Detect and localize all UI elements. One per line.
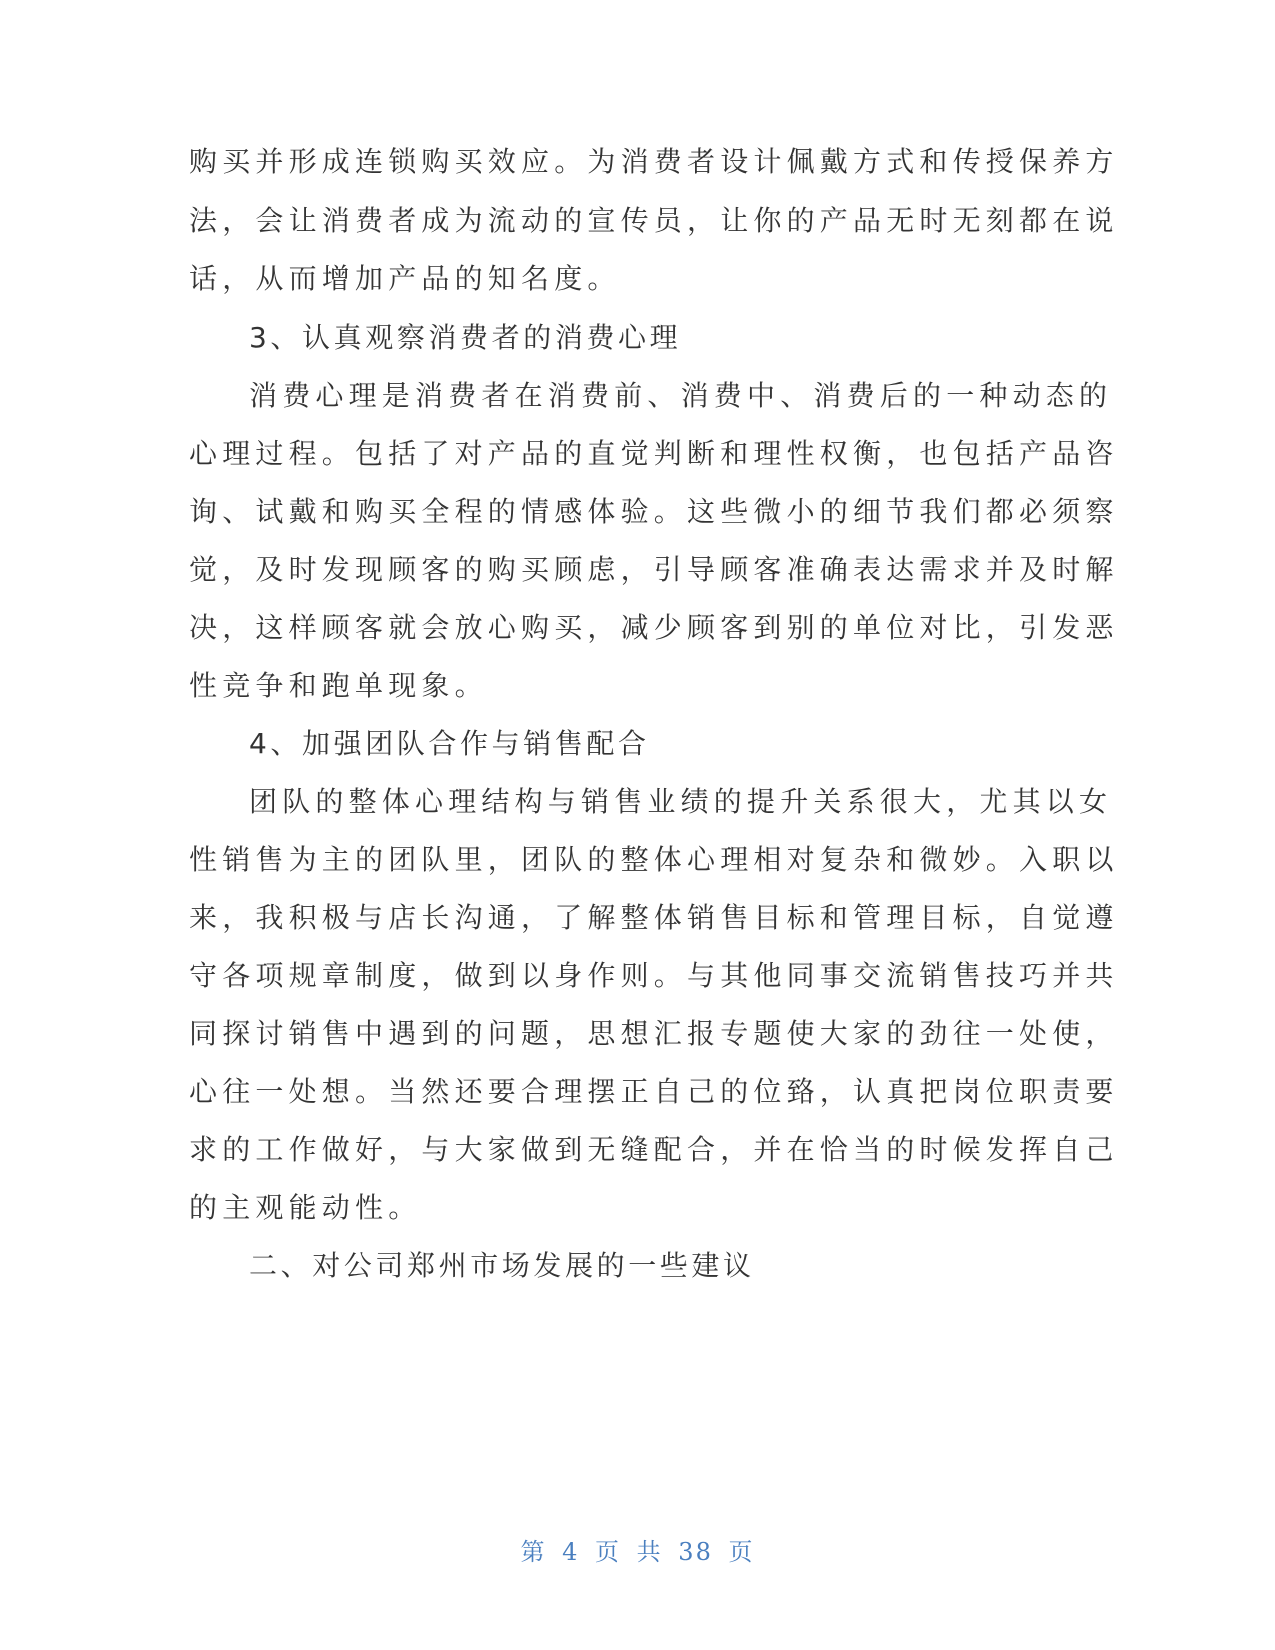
section-heading: 4、加强团队合作与销售配合: [249, 727, 650, 760]
text-line: 性竞争和跑单现象。: [189, 669, 488, 702]
section-heading: 3、认真观察消费者的消费心理: [249, 321, 682, 354]
text-line: 来，我积极与店长沟通，了解整体销售目标和管理目标，自觉遵: [189, 901, 1119, 934]
text-line: 性销售为主的团队里，团队的整体心理相对复杂和微妙。入职以: [189, 843, 1119, 876]
page-number-footer: 第 4 页 共 38 页: [520, 1538, 755, 1566]
text-line: 询、试戴和购买全程的情感体验。这些微小的细节我们都必须察: [189, 495, 1119, 528]
text-line: 话，从而增加产品的知名度。: [189, 262, 621, 295]
text-line: 的主观能动性。: [189, 1191, 422, 1224]
text-line: 同探讨销售中遇到的问题，思想汇报专题使大家的劲往一处使，: [189, 1017, 1119, 1050]
text-line: 团队的整体心理结构与销售业绩的提升关系很大，尤其以女: [249, 785, 1113, 818]
section-heading: 二、对公司郑州市场发展的一些建议: [249, 1249, 755, 1282]
text-line: 心理过程。包括了对产品的直觉判断和理性权衡，也包括产品咨: [189, 437, 1119, 470]
text-line: 消费心理是消费者在消费前、消费中、消费后的一种动态的: [249, 379, 1113, 412]
text-line: 法，会让消费者成为流动的宣传员，让你的产品无时无刻都在说: [189, 204, 1119, 237]
text-line: 求的工作做好，与大家做到无缝配合，并在恰当的时候发挥自己: [189, 1133, 1119, 1166]
text-line: 觉，及时发现顾客的购买顾虑，引导顾客准确表达需求并及时解: [189, 553, 1119, 586]
text-line: 决，这样顾客就会放心购买，减少顾客到别的单位对比，引发恶: [189, 611, 1119, 644]
text-line: 购买并形成连锁购买效应。为消费者设计佩戴方式和传授保养方: [189, 145, 1119, 178]
text-line: 心往一处想。当然还要合理摆正自己的位臵，认真把岗位职责要: [189, 1075, 1119, 1108]
text-line: 守各项规章制度，做到以身作则。与其他同事交流销售技巧并共: [189, 959, 1119, 992]
